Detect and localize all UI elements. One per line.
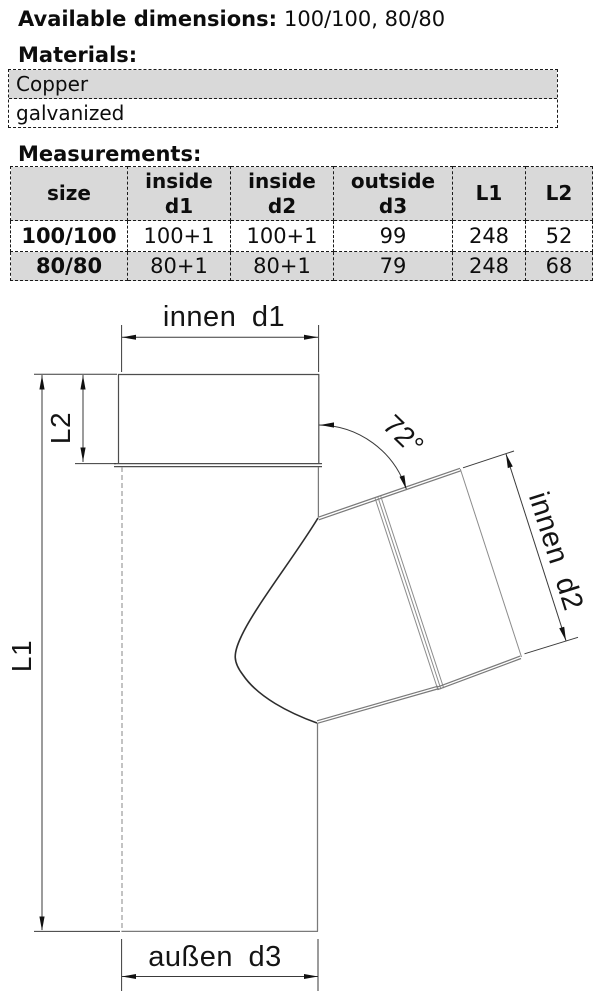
- label-angle: 72°: [377, 408, 431, 462]
- dimension-aussen-d3: [122, 939, 318, 991]
- label-innen-d1: innen d1: [162, 301, 286, 333]
- available-dimensions-label: Available dimensions:: [18, 7, 277, 31]
- cell-size: 100/100: [11, 221, 128, 252]
- branch-top-edge: [319, 471, 461, 520]
- arrow-down-icon: [400, 475, 407, 489]
- table-row: [11, 221, 593, 252]
- arrow-up-icon: [80, 376, 85, 390]
- header-outside-d3: outside d3: [334, 167, 453, 221]
- header-inside-d1: inside d1: [128, 167, 231, 221]
- header-l2: L2: [526, 167, 593, 221]
- branch-joint-line: [378, 497, 441, 689]
- material-row-copper: Copper: [9, 70, 557, 99]
- cell-l1: 248: [453, 221, 526, 252]
- materials-label: Materials:: [18, 43, 138, 67]
- branch-top-edge: [318, 468, 460, 517]
- label-l2: L2: [45, 411, 76, 445]
- dimension-l1: [6, 375, 120, 931]
- table-row: [11, 252, 593, 281]
- arrow-down-icon: [39, 917, 44, 931]
- arrow-right-icon: [304, 974, 318, 979]
- cell-inside-d2: 80+1: [231, 252, 334, 281]
- dimension-angle-72: [319, 409, 430, 490]
- cell-outside-d3: 99: [334, 221, 453, 252]
- branch-bottom-edge: [318, 689, 439, 724]
- cell-inside-d1: 80+1: [128, 252, 231, 281]
- arrow-left-icon: [122, 335, 136, 340]
- main-pipe-outline: [114, 375, 322, 932]
- branch-joint-line: [375, 498, 438, 690]
- materials-table: [8, 69, 558, 128]
- cell-size: 80/80: [11, 252, 128, 281]
- measurements-label: Measurements:: [18, 142, 202, 166]
- dimension-innen-d1: [122, 301, 319, 372]
- available-dimensions-line: [18, 7, 445, 31]
- label-aussen-d3: außen d3: [148, 941, 282, 973]
- measurements-header-row: [11, 167, 593, 221]
- arrow-left-icon: [122, 974, 136, 979]
- branch-pipe-outline: [317, 468, 522, 723]
- pipe-fitting-drawing: [0, 290, 600, 995]
- socket-cuff-outline: [119, 375, 319, 464]
- arrow-up-icon: [506, 454, 513, 468]
- extension-line: [463, 451, 514, 468]
- cell-inside-d1: 100+1: [128, 221, 231, 252]
- arrow-up-icon: [39, 376, 44, 390]
- branch-socket-bottom-edge: [437, 656, 521, 687]
- cell-l2: 52: [526, 221, 593, 252]
- cell-l1: 248: [453, 252, 526, 281]
- measurements-table: [10, 166, 593, 281]
- dimension-innen-d2: [463, 451, 589, 654]
- header-inside-d2: inside d2: [231, 167, 334, 221]
- arrow-left-icon: [320, 422, 334, 427]
- branch-socket-bottom-edge: [438, 659, 522, 690]
- branch-end-face: [460, 469, 521, 657]
- header-l1: L1: [453, 167, 526, 221]
- material-row-galvanized: galvanized: [9, 99, 557, 127]
- saddle-bulge-curve: [235, 518, 318, 723]
- arrow-down-icon: [80, 448, 85, 462]
- dimension-l2: [34, 374, 117, 463]
- branch-joint-line: [381, 496, 444, 688]
- label-innen-d2: innen d2: [521, 488, 590, 615]
- extension-line: [525, 637, 579, 654]
- cell-inside-d2: 100+1: [231, 221, 334, 252]
- header-size: size: [11, 167, 128, 221]
- branch-bottom-edge: [317, 686, 438, 721]
- cell-l2: 68: [526, 252, 593, 281]
- available-dimensions-value: 100/100, 80/80: [284, 7, 446, 31]
- label-l1: L1: [6, 639, 37, 673]
- cell-outside-d3: 79: [334, 252, 453, 281]
- arrow-right-icon: [304, 335, 318, 340]
- arrow-down-icon: [559, 627, 566, 641]
